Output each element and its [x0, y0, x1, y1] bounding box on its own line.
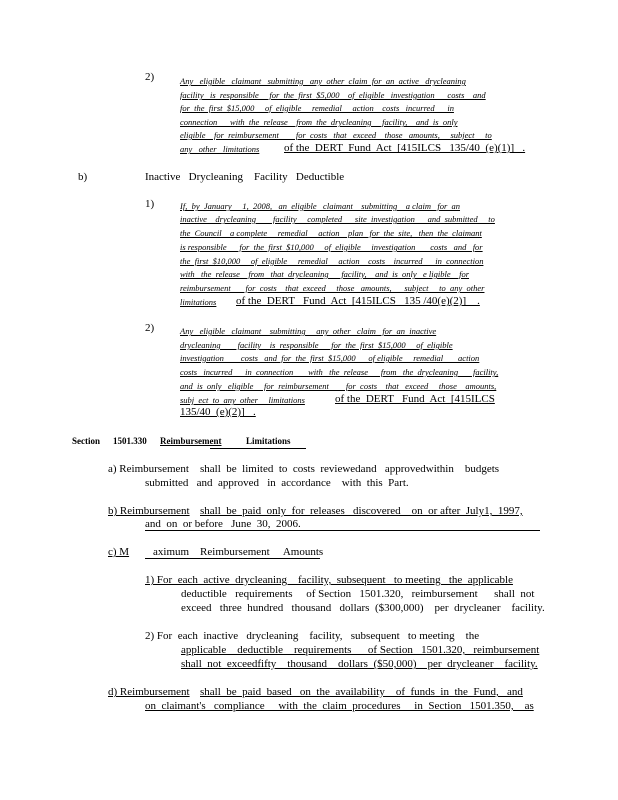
text-line: shall not exceedfifty thousand dollars ($50,000) per drycleaner facility. [181, 658, 538, 670]
section-title: Limitations [246, 436, 291, 446]
text-line: applicable deductible requirements of Section 1501.320, reimbursement [181, 644, 540, 656]
text-line: Any eligible claimant submitting any other claim for an active drycleaning [180, 76, 466, 86]
section-label: Section [72, 436, 100, 446]
text-line: Any eligible claimant submitting any other claim for an inactive [180, 326, 437, 336]
act-citation: of the DERT Fund Act [415ILCS 135/40 (e)(1)] . [284, 142, 526, 154]
item-number-2: 2) [145, 71, 155, 83]
text-line: on claimant's compliance with the claim procedures in Section 1501.350, as [145, 700, 534, 712]
act-citation: of the DERT Fund Act [415ILCS [335, 393, 495, 405]
underlined-line [145, 519, 540, 531]
paragraph-label: a) Reimbursement [108, 463, 189, 475]
text-line: inactive drycleaning facility completed site investigation and submitted to [180, 214, 495, 224]
text-line: shall be limited to costs reviewedand approvedwithin budgets [200, 463, 500, 475]
section-number: 1501.330 [113, 436, 147, 446]
text-line: submitted and approved in accordance with this Part. [145, 477, 409, 489]
text-line: and is only eligible for reimbursement for costs that exceed those amounts, [180, 381, 497, 391]
item-number-2: 2) [145, 322, 155, 334]
text-line: connection with the release from the drycleaning facility, and is only [180, 117, 458, 127]
text-line: limitations [180, 297, 217, 307]
act-citation: of the DERT Fund Act [415ILCS 135 /40(e)(2)] . [236, 295, 480, 307]
paragraph-label: b) Reimbursement [108, 505, 190, 517]
text-line: is responsible for the first $10,000 of eligible investigation costs and for [180, 242, 483, 252]
text-line: for the first $15,000 of eligible remedial action costs incurred in [180, 103, 454, 113]
text-line: reimbursement for costs that exceed those amounts, subject to any other [180, 283, 485, 293]
act-citation: 135/40 (e)(2)] . [180, 406, 256, 418]
paragraph-label: d) Reimbursement [108, 686, 190, 698]
text-line: with the release from that drycleaning facility, and is only e ligible for [180, 269, 470, 279]
paragraph-heading: aximum Reimbursement Amounts [153, 546, 324, 558]
text-line: the Council a complete remedial action plan for the site, then the claimant [180, 228, 482, 238]
text-line: deductible requirements of Section 1501.320, reimbursement shall not [181, 588, 535, 600]
text-line: If, by January 1, 2008, an eligible claimant submitting a claim for an [180, 201, 461, 211]
text-line: facility is responsible for the first $5,000 of eligible investigation costs and [180, 90, 486, 100]
text-line: 1) For each active drycleaning facility, subsequent to meeting the applicable [145, 574, 513, 586]
paragraph-label: c) M [108, 546, 130, 558]
text-line: subj ect to any other limitations [180, 395, 305, 405]
text-line: costs incurred in connection with the release from the drycleaning facility, [180, 367, 499, 377]
text-line: 2) For each inactive drycleaning facility, subsequent to meeting the [145, 630, 480, 642]
subsection-label: b) [78, 171, 88, 183]
text-line: the first $10,000 of eligible remedial action costs incurred in connection [180, 256, 484, 266]
section-title-rule [210, 437, 306, 449]
subsection-heading: Inactive Drycleaning Facility Deductible [145, 171, 345, 183]
section-title: Reimbursement [160, 436, 222, 446]
underlined-line [145, 546, 324, 559]
text-line: exceed three hundred thousand dollars ($300,000) per drycleaner facility. [181, 602, 545, 614]
text-line: shall be paid based on the availability of funds in the Fund, and [200, 686, 523, 698]
item-number-1: 1) [145, 198, 155, 210]
text-line: investigation costs and for the first $15,000 of eligible remedial action [180, 353, 480, 363]
text-line: drycleaning facility is responsible for the first $15,000 of eligible [180, 340, 453, 350]
text-line: eligible for reimbursement for costs that exceed those amounts, subject to [180, 130, 492, 140]
text-line: and on or before June 30, 2006. [145, 518, 301, 530]
text-line: any other limitations [180, 144, 260, 154]
text-line: shall be paid only for releases discovered on or after July1, 1997, [200, 505, 523, 517]
